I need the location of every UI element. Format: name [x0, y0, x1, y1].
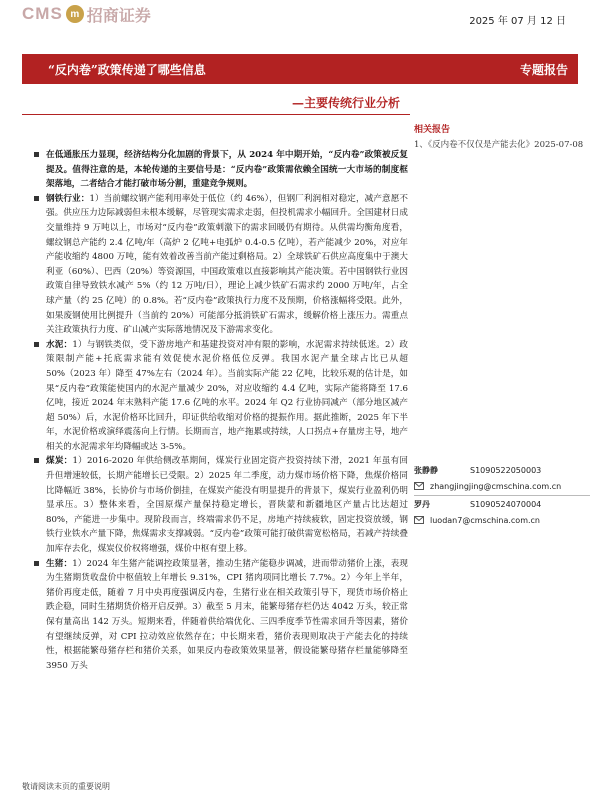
analyst-email[interactable]: luodan7@cmschina.com.cn: [430, 515, 540, 525]
analyst-certificate: S1090522050003: [470, 465, 542, 475]
analyst-email[interactable]: zhangjingjing@cmschina.com.cn: [430, 481, 562, 491]
paragraph-text: 1）当前螺纹钢产能利用率处于低位（约 46%），但钢厂利润相对稳定，减产意愿不强。供应压力边际减弱但未根本缓解，尽管现实需求走弱，但投机需求小幅回升。全国建材日成交量维持 9 万吨以上，市场对“反内卷”政策刺激下的需求回暖仍有期待。从供需均衡角度看，螺纹钢总产能约 2.4 亿吨/年（高炉 2 亿吨+电弧炉 0.4-0.5 亿吨），若产能减少 20%，对应年产能收缩约 4800 万吨，能有效着改善当前产能过剩格局。2）全球铁矿石供应高度集中于澳大利亚（60%）、巴西（20%）等资源国，中国政策难以直接影响其产能决策。若中国钢铁行业因政策自律导致铁水减产 5%（约 12 万吨/日），理论上减少铁矿石需求约 2000 万吨/年，占全球产量（约 25 亿吨）的 0.8%。若“反内卷”政策执行力度不及预期，价格涨幅将受限。此外，如果废钢使用比例提升（当前约 20%）可能部分抵消铁矿石需求，缓解价格上涨压力。需重点关注政策执行力度、矿山减产实际落地情况及下游需求变化。: [46, 193, 408, 336]
related-reports-heading: 相关报告: [414, 125, 451, 135]
bullet-icon: [34, 196, 39, 201]
intro-paragraph: [46, 148, 408, 192]
footer-disclaimer: 敬请阅读末页的重要说明: [22, 782, 110, 791]
bullet-icon: [34, 152, 39, 157]
company-logo: [22, 2, 151, 26]
logo-badge-icon: m: [66, 5, 84, 23]
related-report-link[interactable]: 1、《反内卷不仅仅是产能去化》2025-07-08: [414, 140, 584, 150]
hog-paragraph: [46, 557, 408, 674]
analyst-card-2: [414, 496, 590, 528]
subtitle-divider: [22, 114, 410, 115]
logo-cn-text: 招商证券: [86, 5, 151, 25]
title-banner: [22, 54, 578, 84]
steel-paragraph: [46, 192, 408, 338]
report-title: “反内卷”政策传递了哪些信息: [48, 62, 206, 77]
report-body: [46, 148, 408, 673]
paragraph-lead: 煤炭：: [46, 456, 73, 467]
analyst-certificate: S1090524070004: [470, 499, 542, 509]
paragraph-text: 1）与钢铁类似，受下游房地产和基建投资对冲有限的影响，水泥需求持续低迷。2）政策限制产能+托底需求能有效促使水泥价格低位反弹。我国水泥产量全球占比已从超 50%（2023 年）降至 47%左右（2024 年）。当前实际产能 22 亿吨，比较乐观的估计是，如果“反内卷”政策能使国内的水泥产量减少 20%，对应收缩约 4.4 亿吨，实际产能将降至 17.6 亿吨，接近 2024 年末熟料产能 17.6 亿吨的水平。2024 年 Q2 行业协同减产（部分地区减产超 50%）后，水泥价格环比回升，印证供给收缩对价格的提振作用。据此推断，2025 年下半年，水泥价格或演绎震荡向上行情。长期而言，地产拖累或持续，人口拐点+存量房主导，地产相关的水泥需求年均降幅或达 3-5%。: [46, 339, 408, 452]
analyst-name: 张静静: [414, 464, 438, 475]
report-date: 2025 年 07 月 12 日: [469, 16, 566, 27]
bullet-icon: [34, 561, 39, 566]
report-subtitle: —主要传统行业分析: [291, 96, 400, 110]
email-icon: [414, 515, 424, 525]
report-type-tag: 专题报告: [519, 62, 568, 77]
logo-cms-text: CMS: [22, 4, 63, 23]
paragraph-lead: 生猪：: [46, 558, 73, 569]
email-icon: [414, 481, 424, 491]
paragraph-text: 1）2024 年生猪产能调控政策显著，推动生猪产能稳步调减，进而带动猪价上涨，表现为生猪期货收盘价中枢值较上年增长 9.31%，CPI 猪肉项同比增长 7.7%。2）今年上半年，猪价再度走低，随着 7 月中央再度强调反内卷，生猪行业在相关政策引导下，现货市场价格止跌企稳，同时生猪期货价格开启反弹。3）截至 5 月末，能繁母猪存栏仍达 4042 万头，较正常保有量高出 142 万头。短期来看，伴随着供给端优化、三四季度季节性需求回升等因素，猪价有望继续反弹，对 CPI 拉动效应依然存在；中长期来看，猪价表现则取决于产能去化的持续性，根据能繁母猪存栏和猪价关系，如果反内卷政策效果显著，假设能繁母猪存栏量能够降至 3950 万头: [46, 558, 408, 671]
bullet-icon: [34, 342, 39, 347]
paragraph-text: 1）2016-2020 年供给侧改革期间，煤炭行业固定资产投资持续下滑，2021 年虽有回升但增速较低，长期产能增长已受限。2）2025 年二季度，动力煤市场价格下降，焦煤价格同比降幅近 38%，长协价与市场价倒挂，在煤炭产能没有明显提升的背景下，煤炭行业盈利仍明显承压。3）整体来看，全国原煤产量保持稳定增长，晋陕蒙和新疆地区产量占比达超过 80%，产能进一步集中。现阶段而言，终端需求仍不足，房地产持续疲软，固定投资放缓，钢铁行业铁水产量下降，焦煤需求支撑减弱。“反内卷”政策可能打破供需宽松格局，若减产持续叠加库存去化，煤炭仪价权将增强，煤价中枢有望上移。: [46, 456, 408, 555]
paragraph-lead: 水泥：: [46, 339, 73, 350]
analyst-name: 罗丹: [414, 498, 430, 509]
bullet-icon: [34, 458, 39, 463]
paragraph-lead: 钢铁行业：: [46, 193, 90, 204]
cement-paragraph: [46, 338, 408, 455]
intro-text: 在低通胀压力显现，经济结构分化加剧的背景下，从 2024 年中期开始，“反内卷”政策被反复提及。值得注意的是，本轮传递的主要信号是：“反内卷”政策需依赖全国统一大市场的制度框架落地，二者结合才能打破市场分割，重建竞争规则。: [46, 150, 408, 190]
related-reports: [414, 122, 584, 152]
coal-paragraph: [46, 454, 408, 556]
analyst-card-1: [414, 462, 590, 494]
